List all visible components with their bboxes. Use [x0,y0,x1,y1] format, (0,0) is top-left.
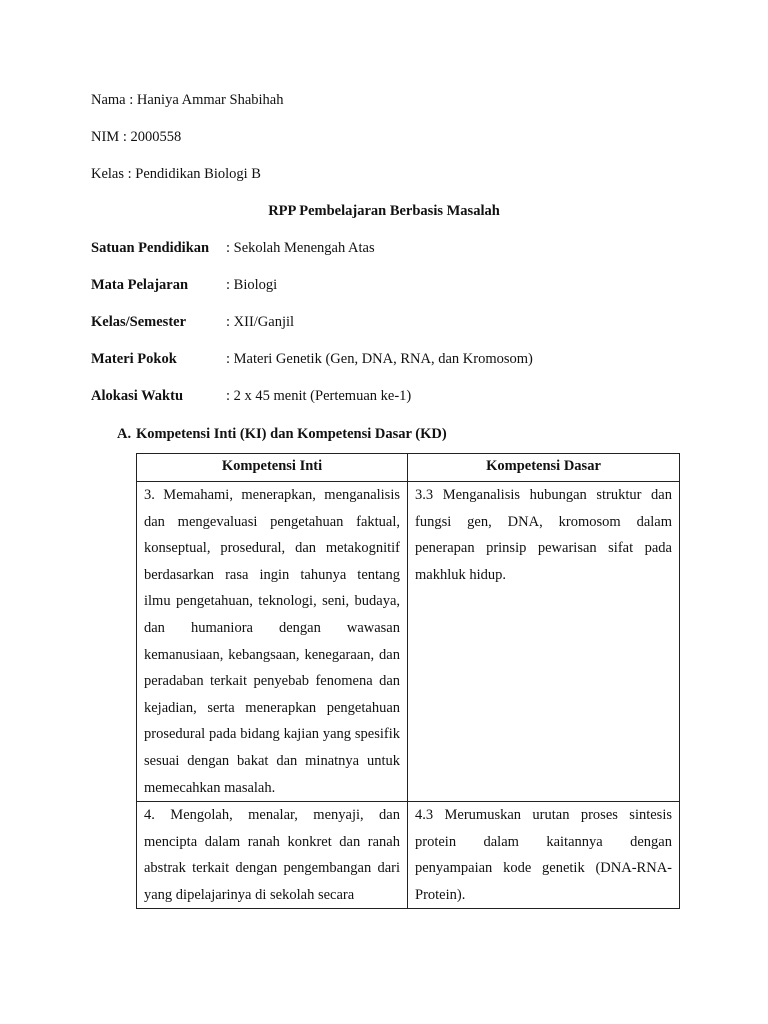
table-header-row [137,454,680,482]
document-title: RPP Pembelajaran Berbasis Masalah [268,203,500,219]
ki-cell [137,482,408,802]
ki-text: 3. Memahami, menerapkan, menganalisis dan mengevaluasi pengetahuan faktual, konseptual, prosedural, dan metakognitif berdasarkan rasa ingin tahunya tentang ilmu pengetahuan, teknologi, seni, budaya, dan humaniora dengan wawasan kemanusiaan, kebangsaan, kenegaraan, dan peradaban terkait penyebab fenomena dan kejadian, serta menerapkan pengetahuan prosedural pada bidang kajian yang spesifik sesuai dengan bakat dan minatnya untuk memecahkan masalah. [144,487,400,796]
identity-label: Mata Pelajaran [91,277,189,293]
student-class: Kelas : Pendidikan Biologi B [91,166,261,182]
kd-text: 3.3 Menganalisis hubungan struktur dan fungsi gen, DNA, kromosom dalam penerapan prinsip pewarisan sifat pada makhluk hidup. [415,487,672,583]
header-kompetensi-dasar: Kompetensi Dasar [408,454,680,482]
identity-value: : Biologi [226,277,278,293]
section-a-heading [117,426,447,443]
identity-value: : 2 x 45 menit (Pertemuan ke-1) [226,388,412,404]
identity-label: Materi Pokok [91,351,177,367]
table-row [137,482,680,802]
ki-text: 4. Mengolah, menalar, menyaji, dan mencipta dalam ranah konkret dan ranah abstrak terkait dengan pengembangan dari yang dipelajarinya di sekolah secara [144,807,400,903]
section-a-number: A. [117,426,132,442]
kd-cell [408,802,680,909]
ki-cell [137,802,408,909]
section-a-title: Kompetensi Inti (KI) dan Kompetensi Dasar (KD) [136,426,447,442]
kd-text: 4.3 Merumuskan urutan proses sintesis protein dalam kaitannya dengan penyampaian kode genetik (DNA-RNA-Protein). [415,807,672,903]
header-kompetensi-inti: Kompetensi Inti [137,454,408,482]
identity-label: Kelas/Semester [91,314,187,330]
identity-value: : Materi Genetik (Gen, DNA, RNA, dan Kromosom) [226,351,533,367]
identity-value: : Sekolah Menengah Atas [226,240,375,256]
student-name: Nama : Haniya Ammar Shabihah [91,92,284,108]
competency-table [136,453,680,909]
identity-label: Satuan Pendidikan [91,240,210,256]
student-nim: NIM : 2000558 [91,129,182,145]
identity-value: : XII/Ganjil [226,314,295,330]
identity-label: Alokasi Waktu [91,388,184,404]
kd-cell [408,482,680,802]
table-row [137,802,680,909]
